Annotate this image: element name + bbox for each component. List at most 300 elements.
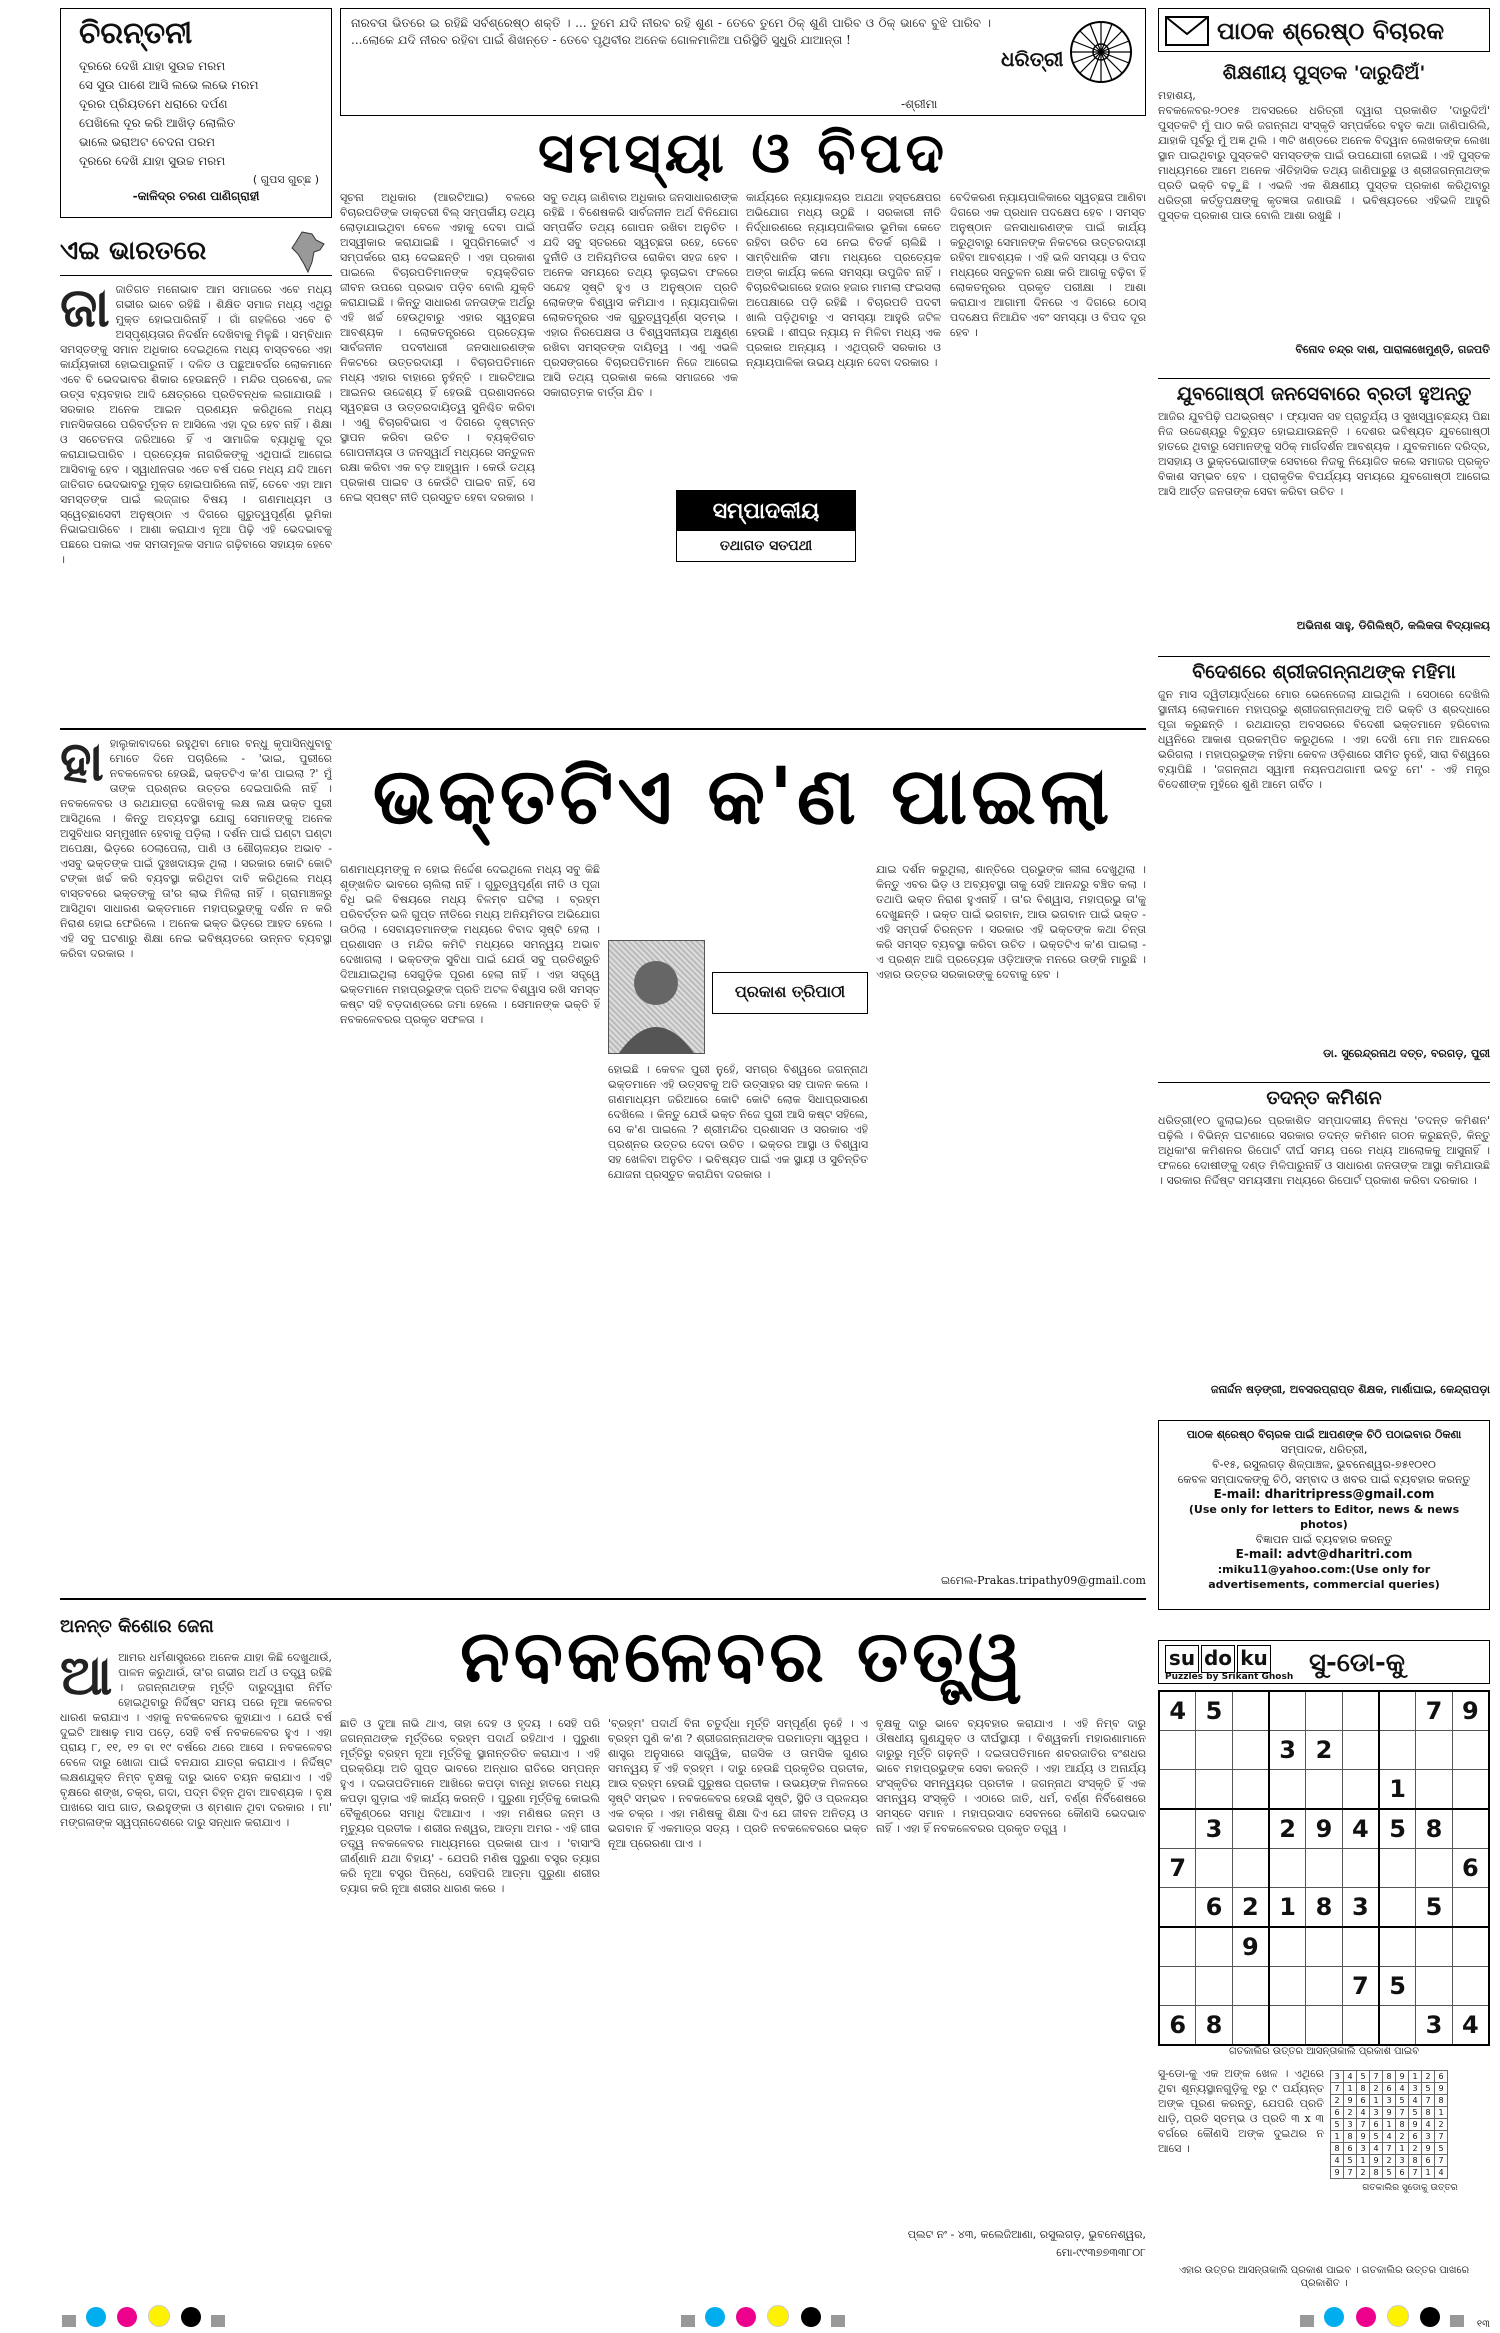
contact-line: ବି-୧୫, ରସୁଲଗଡ଼ ଶିଳ୍ପାଞ୍ଚଳ, ଭୁବନେଶ୍ୱର-୭୫୧୦୧୦ [1212, 1458, 1436, 1471]
sudoku-instructions: ସୁ-ଡୋ-କୁ ଏକ ଅଙ୍କ ଖେଳ । ଏଥିରେ ଥିବା ଶୂନ୍ୟସ୍ଥାନଗୁଡ଼ିକୁ ୧ରୁ ୯ ପର୍ଯ୍ୟନ୍ତ ଅଙ୍କ ପୂରଣ କରନ୍ତୁ, ଯେପରି ପ୍ରତି ଧାଡ଼ି, ପ୍ରତି ସ୍ତମ୍ଭ ଓ ପ୍ରତି ୩ x ୩ ବର୍ଗରେ କୌଣସି ଅଙ୍କ ଦୁଇଥର ନ ଆସେ । [1158, 2067, 1324, 2155]
sudoku-cell[interactable] [1306, 1691, 1342, 1731]
sudoku-cell[interactable]: 8 [1196, 2006, 1232, 2046]
answer-cell: 6 [1396, 2167, 1409, 2179]
yellow-dot [767, 2305, 789, 2327]
answer-cell: 9 [1396, 2071, 1409, 2083]
answer-cell: 3 [1383, 2095, 1396, 2107]
sudoku-cell[interactable]: 6 [1159, 2006, 1196, 2046]
poem-line: ସେ ସୁଉ ପାଶେ ଆସି ଲଭେ ଲଭେ ମରମ [79, 78, 259, 92]
quote-box [340, 8, 1146, 116]
article2-author: ପ୍ରକାଶ ତ୍ରିପାଠୀ [712, 972, 868, 1014]
answer-cell: 7 [1383, 2143, 1396, 2155]
sudoku-answer-wrap [1330, 2070, 1490, 2250]
answer-cell: 3 [1396, 2155, 1409, 2167]
letter-2 [1158, 378, 1490, 650]
article2-author-block [608, 940, 868, 1060]
sudoku-cell[interactable] [1269, 1770, 1306, 1810]
sudoku-cell[interactable] [1452, 1770, 1489, 1810]
sudoku-cell[interactable] [1342, 1849, 1379, 1888]
sudoku-cell[interactable]: 1 [1269, 1888, 1306, 1928]
answer-cell: 1 [1357, 2155, 1370, 2167]
gray-swatch [681, 2315, 695, 2327]
answer-cell-row [1331, 2119, 1448, 2131]
answer-cell: 5 [1344, 2155, 1357, 2167]
contact-email-editor[interactable]: E-mail: dharitripress@gmail.com [1213, 1487, 1435, 1501]
sudoku-footer: ଏହାର ଉତ୍ତର ଆସନ୍ତାକାଲି ପ୍ରକାଶ ପାଇବ । ଗତକାଲିର ଉତ୍ତର ପାଖରେ ପ୍ରକାଶିତ । [1178, 2265, 1470, 2289]
answer-cell: 4 [1396, 2083, 1409, 2095]
sudoku-cell[interactable]: 9 [1306, 1809, 1342, 1849]
answer-cell: 9 [1422, 2143, 1435, 2155]
sudoku-cell[interactable] [1452, 1967, 1489, 2006]
answer-cell: 4 [1357, 2107, 1370, 2119]
print-marks-bar [60, 2306, 1490, 2330]
sudoku-cell[interactable]: 3 [1269, 1731, 1306, 1770]
registration-marks [679, 2305, 846, 2331]
article2-headline: ଭକ୍ତଟିଏ କ'ଣ ପାଇଲା [372, 752, 1114, 842]
answer-cell: 1 [1344, 2083, 1357, 2095]
answer-cell: 5 [1422, 2083, 1435, 2095]
sudoku-cell[interactable] [1232, 1731, 1269, 1770]
answer-cell: 1 [1409, 2071, 1422, 2083]
sudoku-cell[interactable] [1379, 1691, 1416, 1731]
sudoku-cell[interactable] [1416, 1927, 1452, 1967]
india-map-icon [288, 230, 328, 274]
sudoku-cell[interactable] [1232, 1967, 1269, 2006]
article3-col-2: ଛାତି ଓ ଦୁଆ ନାଭି ଥାଏ, ତାହା ଦେହ ଓ ହୃଦୟ । ସେହି ପରି ଜଗନ୍ନାଥଙ୍କ ମୂର୍ତ୍ତିରେ ବ୍ରହ୍ମ ପଦାର୍ଥ ରହିଥାଏ । ପୁରୁଣା ମୂର୍ତ୍ତିରୁ ବ୍ରହ୍ମ ନୂଆ ମୂର୍ତ୍ତିକୁ ସ୍ଥାନାନ୍ତରିତ କରାଯାଏ । ଏହି ପ୍ରକ୍ରିୟା ଅତି ଗୁପ୍ତ ଭାବରେ ଅନ୍ଧାର ରାତିରେ ସମ୍ପନ୍ନ ହୁଏ । ଦଇତାପତିମାନେ ଆଖିରେ କପଡ଼ା ବାନ୍ଧି ହାତରେ ମଧ୍ୟ କପଡ଼ା ଗୁଡ଼ାଇ ଏହି କାର୍ଯ୍ୟ କରନ୍ତି । ପୁରୁଣା ମୂର୍ତ୍ତିକୁ କୋଇଲି ବୈକୁଣ୍ଠରେ ସମାଧି ଦିଆଯାଏ । ଏହା ମଣିଷର ଜନ୍ମ ଓ ମୃତ୍ୟୁର ପ୍ରତୀକ । ଶରୀର ନଶ୍ୱର, ଆତ୍ମା ଅମର - ଏହି ଗୀତା ତତ୍ତ୍ୱ ନବକଳେବର ମାଧ୍ୟମରେ ପ୍ରକାଶ ପାଏ । 'ବାସାଂସି ଜୀର୍ଣ୍ଣାନି ଯଥା ବିହାୟ' - ଯେପରି ମଣିଷ ପୁରୁଣା ବସ୍ତ୍ର ତ୍ୟାଗ କରି ନୂଆ ବସ୍ତ୍ର ପିନ୍ଧେ, ସେହିପରି ଆତ୍ମା ପୁରୁଣା ଶରୀର ତ୍ୟାଗ କରି ନୂଆ ଶରୀର ଧାରଣ କରେ । [340, 1717, 600, 1895]
answer-cell: 8 [1435, 2095, 1448, 2107]
answer-cell: 9 [1357, 2131, 1370, 2143]
answer-cell: 5 [1357, 2071, 1370, 2083]
sudoku-cell[interactable]: 9 [1232, 1927, 1269, 1967]
answer-cell: 6 [1435, 2071, 1448, 2083]
poem-line: ଦୂରରେ ଦେଖି ଯାହା ସୁଉଚ୍ଚ ମରମ [79, 154, 226, 168]
answer-cell: 9 [1435, 2083, 1448, 2095]
poem-body [73, 57, 319, 171]
ganabharat-text: ଜାତିଗତ ମନୋଭାବ ଆମ ସମାଜରେ ଏବେ ମଧ୍ୟ ଗଭୀର ଭାବେ ରହିଛି । ଶିକ୍ଷିତ ସମାଜ ମଧ୍ୟ ଏଥିରୁ ମୁକ୍ତ ହୋଇପାରିନାହିଁ । ଗାଁ ଗହଳିରେ ଏବେ ବି ଅସ୍ପୃଶ୍ୟତାର ନିଦର୍ଶନ ଦେଖିବାକୁ ମିଳୁଛି । ସମ୍ବିଧାନ ସମସ୍ତଙ୍କୁ ସମାନ ଅଧିକାର ଦେଇଥିଲେ ମଧ୍ୟ ବାସ୍ତବରେ ଏହା କାର୍ଯ୍ୟକାରୀ ହୋଇପାରୁନାହିଁ । ଦଳିତ ଓ ପଛୁଆବର୍ଗର ଲୋକମାନେ ଏବେ ବି ଭେଦଭାବର ଶିକାର ହେଉଛନ୍ତି । ମନ୍ଦିର ପ୍ରବେଶ, ଜଳ ଉତ୍ସ ବ୍ୟବହାର ଆଦି କ୍ଷେତ୍ରରେ ପ୍ରତିବନ୍ଧକ ଲଗାଯାଉଛି । ସରକାର ଅନେକ ଆଇନ ପ୍ରଣୟନ କରିଥିଲେ ମଧ୍ୟ ମାନସିକତାରେ ପରିବର୍ତ୍ତନ ନ ଆସିଲେ ଏହା ଦୂର ହେବ ନାହିଁ । ଶିକ୍ଷା ଓ ସଚେତନତା ଜରିଆରେ ହିଁ ଏ ସାମାଜିକ ବ୍ୟାଧିକୁ ଦୂର କରାଯାଇପାରିବ । ପ୍ରତ୍ୟେକ ନାଗରିକଙ୍କୁ ଏଥିପାଇଁ ଆଗେଇ ଆସିବାକୁ ହେବ । ସ୍ୱାଧୀନତାର ଏତେ ବର୍ଷ ପରେ ମଧ୍ୟ ଯଦି ଆମେ ଜାତିଗତ ଭେଦଭାବରୁ ମୁକ୍ତ ହୋଇପାରିଲେ ନାହିଁ, ତେବେ ଏହା ଆମ ସମସ୍ତଙ୍କ ପାଇଁ ଲଜ୍ଜାର ବିଷୟ । ଗଣମାଧ୍ୟମ ଓ ସ୍ୱେଚ୍ଛାସେବୀ ଅନୁଷ୍ଠାନ ଏ ଦିଗରେ ଗୁରୁତ୍ୱପୂର୍ଣ୍ଣ ଭୂମିକା ନିଭାଇପାରିବେ । ଆଶା କରାଯାଏ ନୂଆ ପିଢ଼ି ଏହି ଭେଦଭାବକୁ ପଛରେ ପକାଇ ଏକ ସମତାମୂଳକ ସମାଜ ଗଢ଼ିବାରେ ସହାୟକ ହେବେ । [60, 283, 332, 566]
sudoku-cell[interactable] [1306, 1849, 1342, 1888]
sudoku-cell[interactable] [1159, 1809, 1196, 1849]
sudoku-cell-row [1159, 1927, 1489, 1967]
contact-line: କେବଳ ସମ୍ପାଦକଙ୍କୁ ଚିଠି, ସମ୍ବାଦ ଓ ଖବର ପାଇଁ ବ୍ୟବହାର କରନ୍ତୁ [1177, 1473, 1471, 1486]
sudoku-cell[interactable] [1342, 1691, 1379, 1731]
contact-line: ସମ୍ପାଦକ, ଧରିତ୍ରୀ, [1280, 1443, 1368, 1456]
contact-email-yahoo[interactable]: :miku11@yahoo.com:(Use only for advertisements, commercial queries) [1208, 1563, 1440, 1591]
sudoku-cell[interactable]: 2 [1232, 1888, 1269, 1928]
sudoku-cell[interactable]: 3 [1416, 2006, 1452, 2046]
divider [60, 1598, 1146, 1600]
answer-cell: 2 [1422, 2071, 1435, 2083]
sudoku-cell-row [1159, 1967, 1489, 2006]
sudoku-cell[interactable]: 5 [1196, 1691, 1232, 1731]
gray-swatch [211, 2315, 225, 2327]
answer-cell: 5 [1383, 2167, 1396, 2179]
sudoku-cell[interactable] [1379, 1927, 1416, 1967]
editorial-col-2: ସବୁ ତଥ୍ୟ ଜାଣିବାର ଅଧିକାର ଜନସାଧାରଣଙ୍କ ରହିଛି । ବିଶେଷକରି ସାର୍ବଜନୀନ ଅର୍ଥ ବିନିଯୋଗ ସମ୍ପର୍କିତ ତଥ୍ୟ ଗୋପନ ରଖିବା ଅନୁଚିତ । ଯଦି ସବୁ ସ୍ତରରେ ସ୍ୱଚ୍ଛତା ରହେ, ତେବେ ଦୁର୍ନୀତି ଓ ଅନିୟମିତତା ରୋକିବା ସହଜ ହେବ । ଅନେକ ସମୟରେ ତଥ୍ୟ ଲୁଚାଇବା ଫଳରେ ସନ୍ଦେହ ସୃଷ୍ଟି ହୁଏ ଓ ଅନୁଷ୍ଠାନ ପ୍ରତି ଲୋକଙ୍କ ବିଶ୍ୱାସ କମିଯାଏ । ନ୍ୟାୟପାଳିକା ଲୋକତନ୍ତ୍ରର ଏକ ଗୁରୁତ୍ୱପୂର୍ଣ୍ଣ ସ୍ତମ୍ଭ । ଏହାର ନିରପେକ୍ଷତା ଓ ବିଶ୍ୱସନୀୟତା ଅକ୍ଷୁଣ୍ଣ ରଖିବା ସମସ୍ତଙ୍କ ଦାୟିତ୍ୱ । ଏଣୁ ଏଭଳି ପ୍ରସଙ୍ଗରେ ବିଚାରପତିମାନେ ନିଜେ ଆଗେଇ ଆସି ତଥ୍ୟ ପ୍ରକାଶ କଲେ ସମାଜରେ ଏକ ସକାରାତ୍ମକ ବାର୍ତ୍ତା ଯିବ । [543, 191, 738, 399]
sudoku-cell[interactable] [1269, 1967, 1306, 2006]
article3-address: ପ୍ଲଟ ନଂ - ୪୩, କଲେଜିଆଣା, ରସୁଲଗଡ଼, ଭୁବନେଶ୍ୱର, [907, 2228, 1146, 2241]
answer-cell: 5 [1396, 2095, 1409, 2107]
sudoku-cell[interactable]: 6 [1452, 1849, 1489, 1888]
answer-cell: 1 [1383, 2119, 1396, 2131]
answer-cell: 2 [1409, 2143, 1422, 2155]
answer-cell: 7 [1396, 2107, 1409, 2119]
sudoku-answer-grid [1330, 2070, 1448, 2179]
sudoku-cell[interactable] [1306, 1967, 1342, 2006]
answer-cell: 7 [1331, 2083, 1344, 2095]
magenta-dot [117, 2307, 137, 2327]
answer-cell: 6 [1370, 2119, 1383, 2131]
article3-col-1-text: ଆମର ଧର୍ମଶାସ୍ତ୍ରରେ ଅନେକ ଯାହା କିଛି ଦେଖୁଥାଉଁ, ପାଳନ କରୁଥାଉଁ, ତା'ର ଗଭୀର ଅର୍ଥ ଓ ତତ୍ତ୍ୱ ରହିଛି । ଜଗନ୍ନାଥଙ୍କ ମୂର୍ତ୍ତି ଦାରୁଦ୍ୱାରା ନିର୍ମିତ ହୋଇଥିବାରୁ ନିର୍ଦ୍ଦିଷ୍ଟ ସମୟ ପରେ ନୂଆ କଳେବର ଧାରଣ କରାଯାଏ । ଏହାକୁ ନବକଳେବର କୁହାଯାଏ । ଯେଉଁ ବର୍ଷ ଦୁଇଟି ଆଷାଢ଼ ମାସ ପଡ଼େ, ସେହି ବର୍ଷ ନବକଳେବର ହୁଏ । ଏହା ପ୍ରାୟ ୮, ୧୧, ୧୨ ବା ୧୯ ବର୍ଷରେ ଥରେ ଆସେ । ନବକଳେବର ବେଳେ ଦାରୁ ଖୋଜା ପାଇଁ ବନଯାଗ ଯାତ୍ରା କରାଯାଏ । ନିର୍ଦ୍ଦିଷ୍ଟ ଲକ୍ଷଣଯୁକ୍ତ ନିମ୍ବ ବୃକ୍ଷକୁ ଦାରୁ ଭାବେ ଚୟନ କରାଯାଏ । ଏହି ବୃକ୍ଷରେ ଶଙ୍ଖ, ଚକ୍ର, ଗଦା, ପଦ୍ମ ଚିହ୍ନ ଥିବା ଆବଶ୍ୟକ । ବୃକ୍ଷ ପାଖରେ ସାପ ଗାତ, ଉଈହୁଙ୍କା ଓ ଶ୍ମଶାନ ଥିବା ଦରକାର । ମା' ମଙ୍ଗଳାଙ୍କ ସ୍ୱପ୍ନାଦେଶରେ ଦାରୁ ସନ୍ଧାନ କରାଯାଏ । [60, 1651, 332, 1829]
sudoku-prev-caption: ଗତକାଲିର ସୁଡୋକୁ ଉତ୍ତର [1362, 2183, 1458, 2193]
article3-headline: ନବକଳେବର ତତ୍ତ୍ୱ [460, 1614, 1026, 1698]
answer-cell: 3 [1422, 2131, 1435, 2143]
answer-cell: 5 [1409, 2107, 1422, 2119]
sudoku-cell[interactable]: 9 [1452, 1691, 1489, 1731]
poem-line: ଦୂରର ପ୍ରିୟତମେ ଧରାରେ ଦର୍ପଣ [79, 97, 228, 111]
cyan-dot [705, 2307, 725, 2327]
poem-line: ଦୂରରେ ଦେଖି ଯାହା ସୁଉଚ୍ଚ ମରମ [79, 59, 226, 73]
answer-cell: 7 [1357, 2119, 1370, 2131]
sudoku-cell[interactable]: 7 [1416, 1691, 1452, 1731]
letter-2-body: ଆଜିର ଯୁବପିଢ଼ି ପଥଭ୍ରଷ୍ଟ । ଫ୍ୟାସନ ସହ ପ୍ରାଚୁର୍ଯ୍ୟ ଓ ସୁଖସ୍ୱାଚ୍ଛନ୍ଦ୍ୟ ପିଛା ନିଜ ଉଦ୍ଦେଶ୍ୟରୁ ବିଚ୍ୟୁତ ହୋଇଯାଉଛନ୍ତି । ଦେଶର ଭବିଷ୍ୟତ ଯୁବଗୋଷ୍ଠୀ ହାତରେ ଥିବାରୁ ସେମାନଙ୍କୁ ସଠିକ୍ ମାର୍ଗଦର୍ଶନ ଆବଶ୍ୟକ । ଯୁବକମାନେ ଦରିଦ୍ର, ଅସହାୟ ଓ ଭୁକ୍ତଭୋଗୀଙ୍କ ସେବାରେ ନିଜକୁ ନିୟୋଜିତ କଲେ ସମାଜର ପ୍ରକୃତ ବିକାଶ ସମ୍ଭବ ହେବ । ପ୍ରାକୃତିକ ବିପର୍ଯ୍ୟୟ ସମୟରେ ଯୁବଗୋଷ୍ଠୀ ଆଗେଇ ଆସି ଆର୍ତ୍ତ ଜନତାଙ୍କ ସେବା କରିବା ଉଚିତ । [1158, 410, 1490, 498]
yellow-dot [148, 2305, 170, 2327]
answer-cell-row [1331, 2155, 1448, 2167]
answer-cell: 8 [1344, 2131, 1357, 2143]
sudoku-cell[interactable]: 3 [1196, 1809, 1232, 1849]
answer-cell: 4 [1370, 2143, 1383, 2155]
letter-4-title: ତଦନ୍ତ କମିଶନ [1266, 1087, 1382, 1109]
sudoku-cell[interactable] [1159, 1731, 1196, 1770]
sudoku-cell[interactable]: 7 [1342, 1967, 1379, 2006]
answer-cell: 4 [1435, 2167, 1448, 2179]
black-dot [181, 2307, 201, 2327]
answer-cell: 7 [1435, 2155, 1448, 2167]
letters-header [1158, 8, 1490, 52]
sudoku-cell[interactable]: 4 [1452, 2006, 1489, 2046]
answer-cell: 4 [1344, 2071, 1357, 2083]
answer-cell: 9 [1383, 2107, 1396, 2119]
sudoku-logo-ku: ku [1237, 1645, 1271, 1673]
sudoku-cell[interactable] [1232, 1809, 1269, 1849]
letter-1-title: ଶିକ୍ଷଣୀୟ ପୁସ୍ତକ 'ଦାରୁଦିଅଁ' [1222, 62, 1426, 84]
editorial-col-3: କାର୍ଯ୍ୟରେ ନ୍ୟାୟାଳୟର ଅଯଥା ହସ୍ତକ୍ଷେପର ଅଭିଯୋଗ ମଧ୍ୟ ଉଠୁଛି । ସରକାରୀ ନୀତି ନିର୍ଦ୍ଧାରଣରେ ନ୍ୟାୟପାଳିକାର ଭୂମିକା କେତେ ରହିବା ଉଚିତ ସେ ନେଇ ବିତର୍କ ଚାଲିଛି । ସାମ୍ବିଧାନିକ ସୀମା ମଧ୍ୟରେ ପ୍ରତ୍ୟେକ ଅଙ୍ଗ କାର୍ଯ୍ୟ କଲେ ସମସ୍ୟା ଉପୁଜିବ ନାହିଁ । ବିଚାରବିଭାଗରେ ହଜାର ହଜାର ମାମଲା ଫଇସଲା ଅପେକ୍ଷାରେ ପଡ଼ି ରହିଛି । ବିଚାରପତି ପଦବୀ ଖାଲି ପଡ଼ିଥିବାରୁ ଏ ସମସ୍ୟା ଆହୁରି ଜଟିଳ ହେଉଛି । ଶୀଘ୍ର ନ୍ୟାୟ ନ ମିଳିବା ମଧ୍ୟ ଏକ ପ୍ରକାର ଅନ୍ୟାୟ । ଏଥିପ୍ରତି ସରକାର ଓ ନ୍ୟାୟପାଳିକା ଉଭୟ ଧ୍ୟାନ ଦେବା ଦରକାର । [746, 191, 941, 369]
answer-cell: 1 [1331, 2131, 1344, 2143]
sudoku-cell[interactable] [1196, 1731, 1232, 1770]
answer-cell: 7 [1422, 2095, 1435, 2107]
answer-cell: 9 [1409, 2119, 1422, 2131]
sudoku-cell[interactable] [1416, 1967, 1452, 2006]
answer-cell: 7 [1409, 2167, 1422, 2179]
sudoku-cell[interactable]: 8 [1416, 1809, 1452, 1849]
letter-2-author: ଅଭିନାଶ ସାହୁ, ଡିଗିଲିଷ୍ଠି, କଲିକତା ବିଦ୍ୟାଳୟ [1296, 619, 1490, 632]
answer-cell: 1 [1396, 2143, 1409, 2155]
sudoku-answer-caption: ଗତକାଲିର ଉତ୍ତର ଆସନ୍ତାକାଲି ପ୍ରକାଶ ପାଇବ [1228, 2046, 1420, 2057]
letters-title: ପାଠକ ଶ୍ରେଷ୍ଠ ବିଚାରକ [1217, 16, 1445, 45]
sudoku-cell[interactable] [1159, 1927, 1196, 1967]
letter-1-author: ବିନୋଦ ଚନ୍ଦ୍ର ଦାଶ, ପାରାଳାଖେମୁଣ୍ଡି, ଗଜପତି [1295, 343, 1490, 356]
article2-col-4: ଯାଇ ଦର୍ଶନ କରୁଥିଲା, ଶାନ୍ତିରେ ପ୍ରଭୁଙ୍କ ଲୀଳା ଦେଖୁଥିଲା । କିନ୍ତୁ ଏବର ଭିଡ଼ ଓ ଅବ୍ୟବସ୍ଥା ତାକୁ ସେହି ଆନନ୍ଦରୁ ବଞ୍ଚିତ କଲା । ତଥାପି ଭକ୍ତ ନିରାଶ ହୁଏନାହିଁ । ତା'ର ବିଶ୍ୱାସ, ମହାପ୍ରଭୁ ତା'କୁ ଦେଖୁଛନ୍ତି । ଭକ୍ତ ପାଇଁ ଭଗବାନ, ଆଉ ଭଗବାନ ପାଇଁ ଭକ୍ତ - ଏହି ସମ୍ପର୍କ ଚିରନ୍ତନ । ସରକାର ଏହି ଭକ୍ତଙ୍କ କଥା ଚିନ୍ତା କରି ସମସ୍ତ ବ୍ୟବସ୍ଥା କରିବା ଉଚିତ । ଭକ୍ତଟିଏ କ'ଣ ପାଇଲା - ଏ ପ୍ରଶ୍ନ ଆଜି ପ୍ରତ୍ୟେକ ଓଡ଼ିଆଙ୍କ ମନରେ ଉଙ୍କି ମାରୁଛି । ଏହାର ଉତ୍ତର ସରକାରଙ୍କୁ ଦେବାକୁ ହେବ । [876, 863, 1146, 981]
sudoku-cell[interactable] [1159, 1967, 1196, 2006]
sudoku-cell[interactable]: 3 [1342, 1888, 1379, 1928]
answer-cell-row [1331, 2071, 1448, 2083]
answer-cell: 3 [1344, 2119, 1357, 2131]
sudoku-cell[interactable]: 5 [1379, 1967, 1416, 2006]
sudoku-cell[interactable] [1379, 2006, 1416, 2046]
magenta-dot [736, 2307, 756, 2327]
answer-cell: 6 [1422, 2155, 1435, 2167]
quote-brand-logo: ଧରିତ୍ରୀ [1001, 47, 1064, 71]
answer-cell: 3 [1331, 2071, 1344, 2083]
answer-cell: 4 [1383, 2131, 1396, 2143]
sudoku-cell[interactable]: 5 [1416, 1888, 1452, 1928]
answer-cell: 2 [1357, 2167, 1370, 2179]
answer-cell: 8 [1357, 2083, 1370, 2095]
sudoku-cell[interactable] [1416, 1770, 1452, 1810]
contact-email-note: (Use only for letters to Editor, news & news photos) [1188, 1503, 1460, 1531]
sudoku-cell[interactable] [1232, 2006, 1269, 2046]
letter-3-body: ଜୁନ ମାସ ଦ୍ୱିତୀୟାର୍ଦ୍ଧରେ ମୋର ଭେନେଜେଲା ଯାଇଥିଲି । ସେଠାରେ ଦେଖିଲି ସ୍ଥାନୀୟ ଲୋକମାନେ ମହାପ୍ରଭୁ ଶ୍ରୀଜଗନ୍ନାଥଙ୍କୁ ଅତି ଭକ୍ତି ଓ ଶ୍ରଦ୍ଧାରେ ପୂଜା କରୁଛନ୍ତି । ରଥଯାତ୍ରା ଅବସରରେ ବିଦେଶୀ ଭକ୍ତମାନେ ହରିବୋଲ ଧ୍ୱନିରେ ଆକାଶ ପ୍ରକମ୍ପିତ କରୁଥିଲେ । ଏହା ଦେଖି ମୋ ମନ ଆନନ୍ଦରେ ଭରିଗଲା । ମହାପ୍ରଭୁଙ୍କ ମହିମା କେବଳ ଓଡ଼ିଶାରେ ସୀମିତ ନୁହେଁ, ସାରା ବିଶ୍ୱରେ ବ୍ୟାପିଛି । 'ଜଗନ୍ନାଥ ସ୍ୱାମୀ ନୟନପଥଗାମୀ ଭବତୁ ମେ' - ଏହି ମନ୍ତ୍ର ବିଦେଶୀଙ୍କ ମୁହଁରେ ଶୁଣି ଆମେ ଗର୍ବିତ । [1158, 688, 1490, 791]
answer-cell: 6 [1331, 2107, 1344, 2119]
article2-col-2: ଗଣମାଧ୍ୟମଙ୍କୁ ନ ହୋଇ ନିର୍ଦ୍ଦେଶ ଦେଇଥିଲେ ମଧ୍ୟ ସବୁ କିଛି ଶୃଙ୍ଖଳିତ ଭାବରେ ଚାଲିଲା ନାହିଁ । ଗୁରୁତ୍ୱପୂର୍ଣ୍ଣ ନୀତି ଓ ପୂଜା ବିଧି ଭଳି ବିଷୟରେ ମଧ୍ୟ ବିଳମ୍ବ ଘଟିଲା । ବ୍ରହ୍ମ ପରିବର୍ତ୍ତନ ଭଳି ଗୁପ୍ତ ନୀତିରେ ମଧ୍ୟ ଅନିୟମିତତା ଅଭିଯୋଗ ଉଠିଲା । ସେବାୟତମାନଙ୍କ ମଧ୍ୟରେ ବିବାଦ ସୃଷ୍ଟି ହେଲା । ପ୍ରଶାସନ ଓ ମନ୍ଦିର କମିଟି ମଧ୍ୟରେ ସମନ୍ୱୟ ଅଭାବ ଦେଖାଗଲା । ଭକ୍ତଙ୍କ ସୁବିଧା ପାଇଁ ଯେଉଁ ସବୁ ପ୍ରତିଶ୍ରୁତି ଦିଆଯାଇଥିଲା ସେଗୁଡ଼ିକ ପୂରଣ ହେଲା ନାହିଁ । ଏହା ସତ୍ତ୍ୱେ ଭକ୍ତମାନେ ମହାପ୍ରଭୁଙ୍କ ପ୍ରତି ଅଟଳ ବିଶ୍ୱାସ ରଖି ସମସ୍ତ କଷ୍ଟ ସହି ବଡ଼ଦାଣ୍ଡରେ ଜମା ହେଲେ । ସେମାନଙ୍କ ଭକ୍ତି ହିଁ ନବକଳେବରର ପ୍ରକୃତ ସଫଳତା । [340, 863, 600, 1026]
sudoku-cell[interactable] [1452, 1809, 1489, 1849]
sudoku-cell[interactable] [1232, 1770, 1269, 1810]
editorial-label-box [676, 490, 856, 562]
sudoku-cell[interactable] [1232, 1849, 1269, 1888]
sudoku-cell[interactable] [1379, 1888, 1416, 1928]
sudoku-cell[interactable] [1452, 1888, 1489, 1928]
answer-cell: 7 [1344, 2167, 1357, 2179]
answer-cell-row [1331, 2143, 1448, 2155]
sudoku-cell[interactable] [1159, 1770, 1196, 1810]
answer-cell: 6 [1383, 2083, 1396, 2095]
sudoku-cell[interactable] [1416, 1731, 1452, 1770]
sudoku-cell-row [1159, 1888, 1489, 1928]
answer-cell: 1 [1435, 2107, 1448, 2119]
answer-cell: 5 [1370, 2131, 1383, 2143]
sudoku-cell[interactable] [1269, 1927, 1306, 1967]
sudoku-cell[interactable] [1159, 1888, 1196, 1928]
quote-author: -ଶ୍ରୀମା [901, 97, 938, 111]
contact-email-ads[interactable]: E-mail: advt@dharitri.com [1235, 1547, 1413, 1561]
answer-cell: 7 [1435, 2131, 1448, 2143]
answer-cell: 8 [1370, 2167, 1383, 2179]
sudoku-byline: Puzzles by Srikant Ghosh [1165, 1672, 1294, 1682]
poem-line: ପେଖିଲେ ଦୂର କରି ଆଖିଡ଼ ଲୋଲିତ [79, 116, 236, 130]
sudoku-cell[interactable]: 4 [1342, 1809, 1379, 1849]
contact-ads-label: ବିଜ୍ଞାପନ ପାଇଁ ବ୍ୟବହାର କରନ୍ତୁ [1255, 1533, 1393, 1546]
answer-cell: 4 [1331, 2155, 1344, 2167]
sudoku-odia-title: ସୁ-ଡୋ-କୁ [1309, 1648, 1405, 1678]
answer-cell: 2 [1370, 2083, 1383, 2095]
black-dot [801, 2307, 821, 2327]
sudoku-logo-do: do [1201, 1645, 1235, 1673]
article3-dropcap: ଆ [60, 1650, 113, 1707]
answer-cell: 6 [1357, 2095, 1370, 2107]
letter-3-title: ବିଦେଶରେ ଶ୍ରୀଜଗନ୍ନାଥଙ୍କ ମହିମା [1192, 661, 1456, 683]
poem-author: -କାଳିଦ୍ର ଚରଣ ପାଣିଗ୍ରାହୀ [132, 189, 260, 203]
sudoku-cell-row [1159, 1849, 1489, 1888]
cyan-dot [1324, 2307, 1344, 2327]
sudoku-cell[interactable]: 6 [1196, 1888, 1232, 1928]
article2-dropcap: ହା [60, 736, 104, 793]
answer-cell: 2 [1331, 2095, 1344, 2107]
editorial-col-4: ବେଦିକରଣ ନ୍ୟାୟପାଳିକାରେ ସ୍ୱଚ୍ଛତା ଆଣିବା ଦିଗରେ ଏକ ପ୍ରଧାନ ପଦକ୍ଷେପ ହେବ । ସମସ୍ତ ଅନୁଷ୍ଠାନ ଜନସାଧାରଣଙ୍କ ପାଇଁ କାର୍ଯ୍ୟ କରୁଥିବାରୁ ସେମାନଙ୍କ ନିକଟରେ ଉତ୍ତରଦାୟୀ ରହିବା ଆବଶ୍ୟକ । ଏହି ଭଳି ସମସ୍ୟା ଓ ବିପଦ ମଧ୍ୟରେ ସନ୍ତୁଳନ ରକ୍ଷା କରି ଆଗକୁ ବଢ଼ିବା ହିଁ ଲୋକତନ୍ତ୍ରର ପ୍ରକୃତ ପରୀକ୍ଷା । ଆଶା କରାଯାଏ ଆଗାମୀ ଦିନରେ ଏ ଦିଗରେ ଠୋସ୍ ପଦକ୍ଷେପ ନିଆଯିବ ଏବଂ ସମସ୍ୟା ଓ ବିପଦ ଦୂର ହେବ । [950, 191, 1146, 339]
sudoku-cell[interactable] [1379, 1731, 1416, 1770]
gray-swatch [1450, 2315, 1464, 2327]
poem-title: ଚିରନ୍ତନୀ [79, 16, 193, 51]
article2-col-3: ହୋଇଛି । କେବଳ ପୁରୀ ନୁହେଁ, ସମଗ୍ର ବିଶ୍ୱରେ ଜଗନ୍ନାଥ ଭକ୍ତମାନେ ଏହି ଉତ୍ସବକୁ ଅତି ଉତ୍ସାହର ସହ ପାଳନ କଲେ । ଗଣମାଧ୍ୟମ ଜରିଆରେ କୋଟି କୋଟି ଲୋକ ସିଧାପ୍ରସାରଣ ଦେଖିଲେ । କିନ୍ତୁ ଯେଉଁ ଭକ୍ତ ନିଜେ ପୁରୀ ଆସି କଷ୍ଟ ସହିଲେ, ସେ କ'ଣ ପାଇଲେ ? ଶ୍ରୀମନ୍ଦିର ପ୍ରଶାସନ ଓ ସରକାର ଏହି ପ୍ରଶ୍ନର ଉତ୍ତର ଦେବା ଉଚିତ । ଭକ୍ତର ଆସ୍ଥା ଓ ବିଶ୍ୱାସ ସହ ଖେଳିବା ଅନୁଚିତ । ଭବିଷ୍ୟତ ପାଇଁ ଏକ ସ୍ଥାୟୀ ଓ ସୁଚିନ୍ତିତ ଯୋଜନା ପ୍ରସ୍ତୁତ କରାଯିବା ଦରକାର । [608, 1063, 868, 1181]
answer-cell: 2 [1383, 2155, 1396, 2167]
sudoku-cell[interactable] [1306, 1770, 1342, 1810]
poem-line: ଭାଲେ ଭରାଅଟ ବେଦନା ପରମ [79, 135, 215, 149]
letter-4-author: ଜନାର୍ଦ୍ଦନ ଷଡ଼ଙ୍ଗୀ, ଅବସରପ୍ରାପ୍ତ ଶିକ୍ଷକ, ମାର୍ଶାଘାଇ, କେନ୍ଦ୍ରାପଡ଼ା [1210, 1383, 1490, 1396]
sudoku-cell-row [1159, 1809, 1489, 1849]
sudoku-cell-row [1159, 1731, 1489, 1770]
sudoku-cell[interactable] [1232, 1691, 1269, 1731]
sudoku-cell[interactable] [1342, 2006, 1379, 2046]
sudoku-grid-wrap [1158, 1690, 1490, 2040]
letter-2-title: ଯୁବଗୋଷ୍ଠୀ ଜନସେବାରେ ବ୍ରତୀ ହୁଅନ୍ତୁ [1176, 383, 1472, 405]
article3-col-4: ବୃକ୍ଷକୁ ଦାରୁ ଭାବେ ବ୍ୟବହାର କରାଯାଏ । ଏହି ନିମ୍ବ ଦାରୁ ଔଷଧୀୟ ଗୁଣଯୁକ୍ତ ଓ ଦୀର୍ଘସ୍ଥାୟୀ । ବିଶ୍ୱକର୍ମା ମହାରଣାମାନେ ଦାରୁରୁ ମୂର୍ତ୍ତି ଗଢ଼ନ୍ତି । ଦଇତାପତିମାନେ ଶବରଜାତିର ବଂଶଧର ଭାବେ ମହାପ୍ରଭୁଙ୍କ ସେବା କରନ୍ତି । ଏହା ଆର୍ଯ୍ୟ ଓ ଅନାର୍ଯ୍ୟ ସଂସ୍କୃତିର ସମନ୍ୱୟର ପ୍ରତୀକ । ଜଗନ୍ନାଥ ସଂସ୍କୃତି ହିଁ ଏକ ସମନ୍ୱୟ ସଂସ୍କୃତି । ଏଠାରେ ଜାତି, ଧର୍ମ, ବର୍ଣ୍ଣ ନିର୍ବିଶେଷରେ ସମସ୍ତେ ସମାନ । ମହାପ୍ରସାଦ ସେବନରେ କୌଣସି ଭେଦଭାବ ନାହିଁ । ଏହା ହିଁ ନବକଳେବରର ପ୍ରକୃତ ତତ୍ତ୍ୱ । [876, 1717, 1146, 1835]
answer-cell: 8 [1422, 2107, 1435, 2119]
answer-cell: 8 [1409, 2155, 1422, 2167]
sudoku-cell[interactable]: 5 [1379, 1809, 1416, 1849]
answer-cell-row [1331, 2107, 1448, 2119]
sudoku-header [1158, 1640, 1490, 1684]
page-number: ୧୩ [1476, 2319, 1490, 2330]
answer-cell: 9 [1344, 2095, 1357, 2107]
quote-text: ନାରବତା ଭିତରେ ଇ ରହିଛି ସର୍ବଶ୍ରେଷ୍ଠ ଶକ୍ତି । ... ତୁମେ ଯଦି ନୀରବ ରହି ଶୁଣ - ତେବେ ତୁମେ ଠିକ୍ ଶୁଣି ପାରିବ ଓ ଠିକ୍ ଭାବେ ବୁଝି ପାରିବ । ...ଲୋକେ ଯଦି ନୀରବ ରହିବା ପାଇଁ ଶିଖନ୍ତେ - ତେବେ ପୃଥିବୀର ଅନେକ ଗୋଳମାଳିଆ ପରିସ୍ଥିତି ସୁଧୁରି ଯାଆନ୍ତା ! [351, 16, 991, 47]
cyan-dot [86, 2307, 106, 2327]
answer-cell: 6 [1409, 2131, 1422, 2143]
sudoku-cell[interactable] [1306, 2006, 1342, 2046]
registration-marks [60, 2305, 227, 2331]
answer-cell: 3 [1357, 2143, 1370, 2155]
letter-4 [1158, 1082, 1490, 1412]
gray-swatch [831, 2315, 845, 2327]
registration-marks [1298, 2305, 1490, 2331]
answer-cell: 9 [1370, 2155, 1383, 2167]
magenta-dot [1356, 2307, 1376, 2327]
answer-cell-row [1331, 2131, 1448, 2143]
sudoku-cell[interactable] [1379, 1849, 1416, 1888]
sudoku-cell[interactable] [1306, 1927, 1342, 1967]
ganabharat-dropcap: ଜା [60, 282, 110, 339]
answer-cell-row [1331, 2095, 1448, 2107]
answer-cell: 8 [1331, 2143, 1344, 2155]
sudoku-cell[interactable] [1269, 1691, 1306, 1731]
sudoku-cell-row [1159, 1770, 1489, 1810]
poem-box [60, 8, 332, 218]
ganabharat-logo [60, 228, 332, 276]
sudoku-cell[interactable]: 4 [1159, 1691, 1196, 1731]
divider [60, 728, 1146, 730]
letter-1-salutation: ମହାଶୟ, [1158, 89, 1196, 102]
sudoku-cell[interactable] [1269, 2006, 1306, 2046]
sudoku-cell[interactable]: 2 [1269, 1809, 1306, 1849]
answer-cell: 5 [1331, 2119, 1344, 2131]
answer-cell: 8 [1396, 2119, 1409, 2131]
contact-box [1158, 1420, 1490, 1610]
letter-3-author: ଡା. ସୁରେନ୍ଦ୍ରନାଥ ଦତ୍ତ, ବରଗଡ଼, ପୁରୀ [1323, 1047, 1490, 1060]
sudoku-logo-su: su [1165, 1645, 1199, 1673]
answer-cell: 2 [1344, 2107, 1357, 2119]
answer-cell: 6 [1344, 2143, 1357, 2155]
poem-source: ( ଗୁପସ ଗୁଚ୍ଛ ) [252, 173, 319, 186]
sudoku-grid[interactable] [1158, 1690, 1490, 2046]
answer-cell: 2 [1435, 2119, 1448, 2131]
yellow-dot [1387, 2305, 1409, 2327]
sudoku-cell[interactable] [1416, 1849, 1452, 1888]
sudoku-cell-row [1159, 2006, 1489, 2046]
sudoku-cell[interactable] [1196, 1849, 1232, 1888]
answer-cell: 9 [1331, 2167, 1344, 2179]
sudoku-cell[interactable]: 8 [1306, 1888, 1342, 1928]
person-icon [609, 941, 704, 1053]
sun-wheel-icon [1066, 17, 1136, 87]
article3-author: ଅନନ୍ତ କିଶୋର ଜେନା [60, 1616, 214, 1637]
sudoku-cell[interactable] [1196, 1967, 1232, 2006]
answer-cell: 1 [1370, 2095, 1383, 2107]
answer-cell: 4 [1422, 2119, 1435, 2131]
sudoku-cell[interactable] [1269, 1849, 1306, 1888]
answer-cell: 5 [1435, 2143, 1448, 2155]
answer-cell: 2 [1396, 2131, 1409, 2143]
black-dot [1420, 2307, 1440, 2327]
editorial-col-1: ସୂଚନା ଅଧିକାର (ଆରଟିଆଇ) ବଳରେ ବିଚାରପତିଙ୍କ ଡାକ୍ତରୀ ବିଲ୍ ସମ୍ପର୍କୀୟ ତଥ୍ୟ ଲୋଡ଼ାଯାଇଥିବା ବେଳେ ଏହାକୁ ଦେବା ପାଇଁ ଅସ୍ୱୀକାର କରାଯାଇଛି । ସୁପ୍ରିମକୋର୍ଟ ଏ ସମ୍ପର୍କରେ ରାୟ ଦେଇଛନ୍ତି । ଏହା ପ୍ରକାଶ ପାଇଲେ ବିଚାରପତିମାନଙ୍କ ବ୍ୟକ୍ତିଗତ ଜୀବନ ଉପରେ ପ୍ରଭାବ ପଡ଼ିବ ବୋଲି ଯୁକ୍ତି କରାଯାଇଛି । କିନ୍ତୁ ସାଧାରଣ ଜନତାଙ୍କ ଅର୍ଥରୁ ଏହି ଖର୍ଚ୍ଚ ହେଉଥିବାରୁ ଏହାର ସ୍ୱଚ୍ଛତା ଆବଶ୍ୟକ । ଲୋକତନ୍ତ୍ରରେ ପ୍ରତ୍ୟେକ ସାର୍ବଜନୀନ ପଦବୀଧାରୀ ଜନସାଧାରଣଙ୍କ ନିକଟରେ ଉତ୍ତରଦାୟୀ । ବିଚାରପତିମାନେ ମଧ୍ୟ ଏହାର ବାହାରେ ନୁହଁନ୍ତି । ଆରଟିଆଇ ଆଇନର ଉଦ୍ଦେଶ୍ୟ ହିଁ ହେଉଛି ପ୍ରଶାସନରେ ସ୍ୱଚ୍ଛତା ଓ ଉତ୍ତରଦାୟିତ୍ୱ ସୁନିଶ୍ଚିତ କରିବା । ଏଣୁ ବିଚାରବିଭାଗ ଏ ଦିଗରେ ଦୃଷ୍ଟାନ୍ତ ସ୍ଥାପନ କରିବା ଉଚିତ । ବ୍ୟକ୍ତିଗତ ଗୋପନୀୟତା ଓ ଜନସ୍ୱାର୍ଥ ମଧ୍ୟରେ ସନ୍ତୁଳନ ରକ୍ଷା କରିବା ଏକ ବଡ଼ ଆହ୍ୱାନ । କେଉଁ ତଥ୍ୟ ପ୍ରକାଶ ପାଇବ ଓ କେଉଁଟି ପାଇବ ନାହିଁ, ସେ ନେଇ ସ୍ପଷ୍ଟ ନୀତି ପ୍ରସ୍ତୁତ ହେବା ଦରକାର । [340, 191, 535, 504]
article2-email[interactable]: ଇମେଲ-Prakas.tripathy09@gmail.com [940, 1574, 1146, 1587]
sudoku-cell[interactable]: 1 [1379, 1770, 1416, 1810]
author-photo [608, 940, 705, 1054]
sudoku-cell[interactable] [1452, 1927, 1489, 1967]
letter-4-body: ଧରିତ୍ରୀ(୧୦ ଜୁଲାଇ)ରେ ପ୍ରକାଶିତ ସମ୍ପାଦକୀୟ ନିବନ୍ଧ 'ତଦନ୍ତ କମିଶନ' ପଢ଼ିଲି । ବିଭିନ୍ନ ଘଟଣାରେ ସରକାର ତଦନ୍ତ କମିଶନ ଗଠନ କରୁଛନ୍ତି, କିନ୍ତୁ ଅଧିକାଂଶ କମିଶନର ରିପୋର୍ଟ ଦୀର୍ଘ ସମୟ ପରେ ମଧ୍ୟ ଆଲୋକକୁ ଆସୁନାହିଁ । ଫଳରେ ଦୋଷୀଙ୍କୁ ଦଣ୍ଡ ମିଳିପାରୁନାହିଁ ଓ ସାଧାରଣ ଜନତାଙ୍କ ଆସ୍ଥା କମିଯାଉଛି । ସରକାର ନିର୍ଦ୍ଦିଷ୍ଟ ସମୟସୀମା ମଧ୍ୟରେ ରିପୋର୍ଟ ପ୍ରକାଶ କରିବା ଦରକାର । [1158, 1114, 1490, 1187]
sudoku-cell[interactable] [1452, 1731, 1489, 1770]
answer-cell: 7 [1370, 2071, 1383, 2083]
gray-swatch [1300, 2315, 1314, 2327]
answer-cell: 4 [1409, 2095, 1422, 2107]
editorial-author: ତଥାଗତ ସତପଥୀ [719, 538, 813, 554]
sudoku-cell[interactable] [1196, 1927, 1232, 1967]
sudoku-cell-row [1159, 1691, 1489, 1731]
sudoku-cell[interactable] [1196, 1770, 1232, 1810]
ganabharat-body [60, 282, 332, 720]
answer-cell: 8 [1383, 2071, 1396, 2083]
article3-col-1 [60, 1650, 332, 2280]
gray-swatch [62, 2315, 76, 2327]
answer-cell-row [1331, 2167, 1448, 2179]
answer-cell-row [1331, 2083, 1448, 2095]
article3-col-3: 'ବ୍ରହ୍ମ' ପଦାର୍ଥ ବିନା ଚତୁର୍ଦ୍ଧା ମୂର୍ତ୍ତି ସମ୍ପୂର୍ଣ୍ଣ ନୁହେଁ । ଏ ବ୍ରହ୍ମ ପୁଣି କ'ଣ ? ଶ୍ରୀଜଗନ୍ନାଥଙ୍କ ପରମାତ୍ମା ସ୍ୱରୂପ । ଶାସ୍ତ୍ର ଅନୁସାରେ ସାତ୍ତ୍ୱିକ, ରାଜସିକ ଓ ତାମସିକ ଗୁଣର ସମନ୍ୱୟ ହିଁ ଏହି ବ୍ରହ୍ମ । ଦାରୁ ହେଉଛି ପ୍ରକୃତିର ପ୍ରତୀକ, ଆଉ ବ୍ରହ୍ମ ହେଉଛି ପୁରୁଷର ପ୍ରତୀକ । ଉଭୟଙ୍କ ମିଳନରେ ସୃଷ୍ଟି ସମ୍ଭବ । ନବକଳେବର ହେଉଛି ସୃଷ୍ଟି, ସ୍ଥିତି ଓ ପ୍ରଳୟର ଏକ ଚକ୍ର । ଏହା ମଣିଷକୁ ଶିକ୍ଷା ଦିଏ ଯେ ଜୀବନ ଅନିତ୍ୟ ଓ ଭଗବାନ ହିଁ ଏକମାତ୍ର ସତ୍ୟ । ପ୍ରତି ନବକଳେବରରେ ଭକ୍ତ ନୂଆ ପ୍ରେରଣା ପାଏ । [608, 1717, 868, 1850]
sudoku-cell[interactable] [1342, 1770, 1379, 1810]
envelope-icon [1165, 16, 1209, 46]
article2-col-1 [60, 736, 332, 1590]
answer-cell: 3 [1409, 2083, 1422, 2095]
article2-col-1-text: ହାଲୁକାବାଦରେ ରହୁଥିବା ମୋର ବନ୍ଧୁ କୃପାସିନ୍ଧୁବାବୁ ମୋତେ ଦିନେ ପଚାରିଲେ - 'ଭାଇ, ପୁରୀରେ ନବକଳେବର ହେଉଛି, ଭକ୍ତଟିଏ କ'ଣ ପାଇଲା ?' ମୁଁ ତାଙ୍କ ପ୍ରଶ୍ନର ଉତ୍ତର ଦେଇପାରିଲି ନାହିଁ । ନବକଳେବର ଓ ରଥଯାତ୍ରା ଦେଖିବାକୁ ଲକ୍ଷ ଲକ୍ଷ ଭକ୍ତ ପୁରୀ ଆସିଥିଲେ । କିନ୍ତୁ ଅବ୍ୟବସ୍ଥା ଯୋଗୁ ସେମାନଙ୍କୁ ଅନେକ ଅସୁବିଧାର ସମ୍ମୁଖୀନ ହେବାକୁ ପଡ଼ିଲା । ଦର୍ଶନ ପାଇଁ ଘଣ୍ଟା ଘଣ୍ଟା ଅପେକ୍ଷା, ଭିଡ଼ରେ ଠେଲାପେଲା, ପାଣି ଓ ଶୌଚାଳୟର ଅଭାବ - ଏସବୁ ଭକ୍ତଙ୍କ ପାଇଁ ଦୁଃଖଦାୟକ ଥିଲା । ସରକାର କୋଟି କୋଟି ଟଙ୍କା ଖର୍ଚ୍ଚ କରି ବ୍ୟବସ୍ଥା କରିଥିବା ଦାବି କରିଥିଲେ ମଧ୍ୟ ବାସ୍ତବରେ ଭକ୍ତଙ୍କୁ ତା'ର ଲାଭ ମିଳିଲା ନାହିଁ । ଗ୍ରାମାଞ୍ଚଳରୁ ଆସିଥିବା ସାଧାରଣ ଭକ୍ତମାନେ ମହାପ୍ରଭୁଙ୍କୁ ଦର୍ଶନ ନ କରି ନିରାଶ ହୋଇ ଫେରିଲେ । ଅନେକ ଭକ୍ତ ଭିଡ଼ରେ ଆହତ ହେଲେ । ଏହି ସବୁ ଘଟଣାରୁ ଶିକ୍ଷା ନେଇ ଭବିଷ୍ୟତରେ ଉନ୍ନତ ବ୍ୟବସ୍ଥା କରିବା ଦରକାର । [60, 737, 332, 960]
ganabharat-title: ଏଇ ଭାରତରେ [60, 236, 207, 266]
answer-cell: 1 [1422, 2167, 1435, 2179]
article3-phone: ମୋ-୯୯୩୭୭୩୩୮୦୮ [1056, 2246, 1146, 2259]
answer-cell: 3 [1370, 2107, 1383, 2119]
sudoku-cell[interactable] [1342, 1731, 1379, 1770]
sudoku-cell[interactable] [1342, 1927, 1379, 1967]
letter-3 [1158, 656, 1490, 1076]
sudoku-cell[interactable]: 7 [1159, 1849, 1196, 1888]
contact-line: ପାଠକ ଶ୍ରେଷ୍ଠ ବିଚାରକ ପାଇଁ ଆପଣଙ୍କ ଚିଠି ପଠାଇବାର ଠିକଣା [1186, 1428, 1462, 1441]
letter-1-body: ନବକଳେବର-୨୦୧୫ ଅବସରରେ ଧରିତ୍ରୀ ଦ୍ୱାରା ପ୍ରକାଶିତ 'ଦାରୁଦିଅଁ' ପୁସ୍ତକଟି ମୁଁ ପାଠ କରି ଜଗନ୍ନାଥ ସଂସ୍କୃତି ସମ୍ପର୍କରେ ବହୁତ କଥା ଜାଣିପାରିଲି, ଯାହାକି ପୂର୍ବରୁ ମୁଁ ଅଜ୍ଞ ଥିଲି । ୩ଟି ଖଣ୍ଡରେ ଅନେକ ବିଦ୍ୱାନ ଲେଖକଙ୍କ ଲେଖା ସ୍ଥାନ ପାଇଥିବାରୁ ପୁସ୍ତକଟି ସମସ୍ତଙ୍କ ପାଇଁ ଉପଯୋଗୀ ହୋଇଛି । ଏହି ପୁସ୍ତକ ମାଧ୍ୟମରେ ଆମେ ଅନେକ ଐତିହାସିକ ତଥ୍ୟ ଜାଣିପାରୁଛୁ ଓ ଶ୍ରୀଜଗନ୍ନାଥଙ୍କ ପ୍ରତି ଭକ୍ତି ବଢ଼ୁଛି । ଏଭଳି ଏକ ଶିକ୍ଷଣୀୟ ପୁସ୍ତକ ପ୍ରକାଶ କରିଥିବାରୁ ଧରିତ୍ରୀ କର୍ତ୍ତୃପକ୍ଷଙ୍କୁ କୃତଜ୍ଞତା ଜଣାଉଛି । ଭବିଷ୍ୟତରେ ଏହିଭଳି ଆହୁରି ପୁସ୍ତକ ପ୍ରକାଶ ପାଉ ବୋଲି ଆଶା ରଖୁଛି । [1158, 104, 1490, 222]
letter-1 [1158, 60, 1490, 372]
editorial-label: ସମ୍ପାଦକୀୟ [677, 491, 855, 531]
sudoku-cell[interactable]: 2 [1306, 1731, 1342, 1770]
